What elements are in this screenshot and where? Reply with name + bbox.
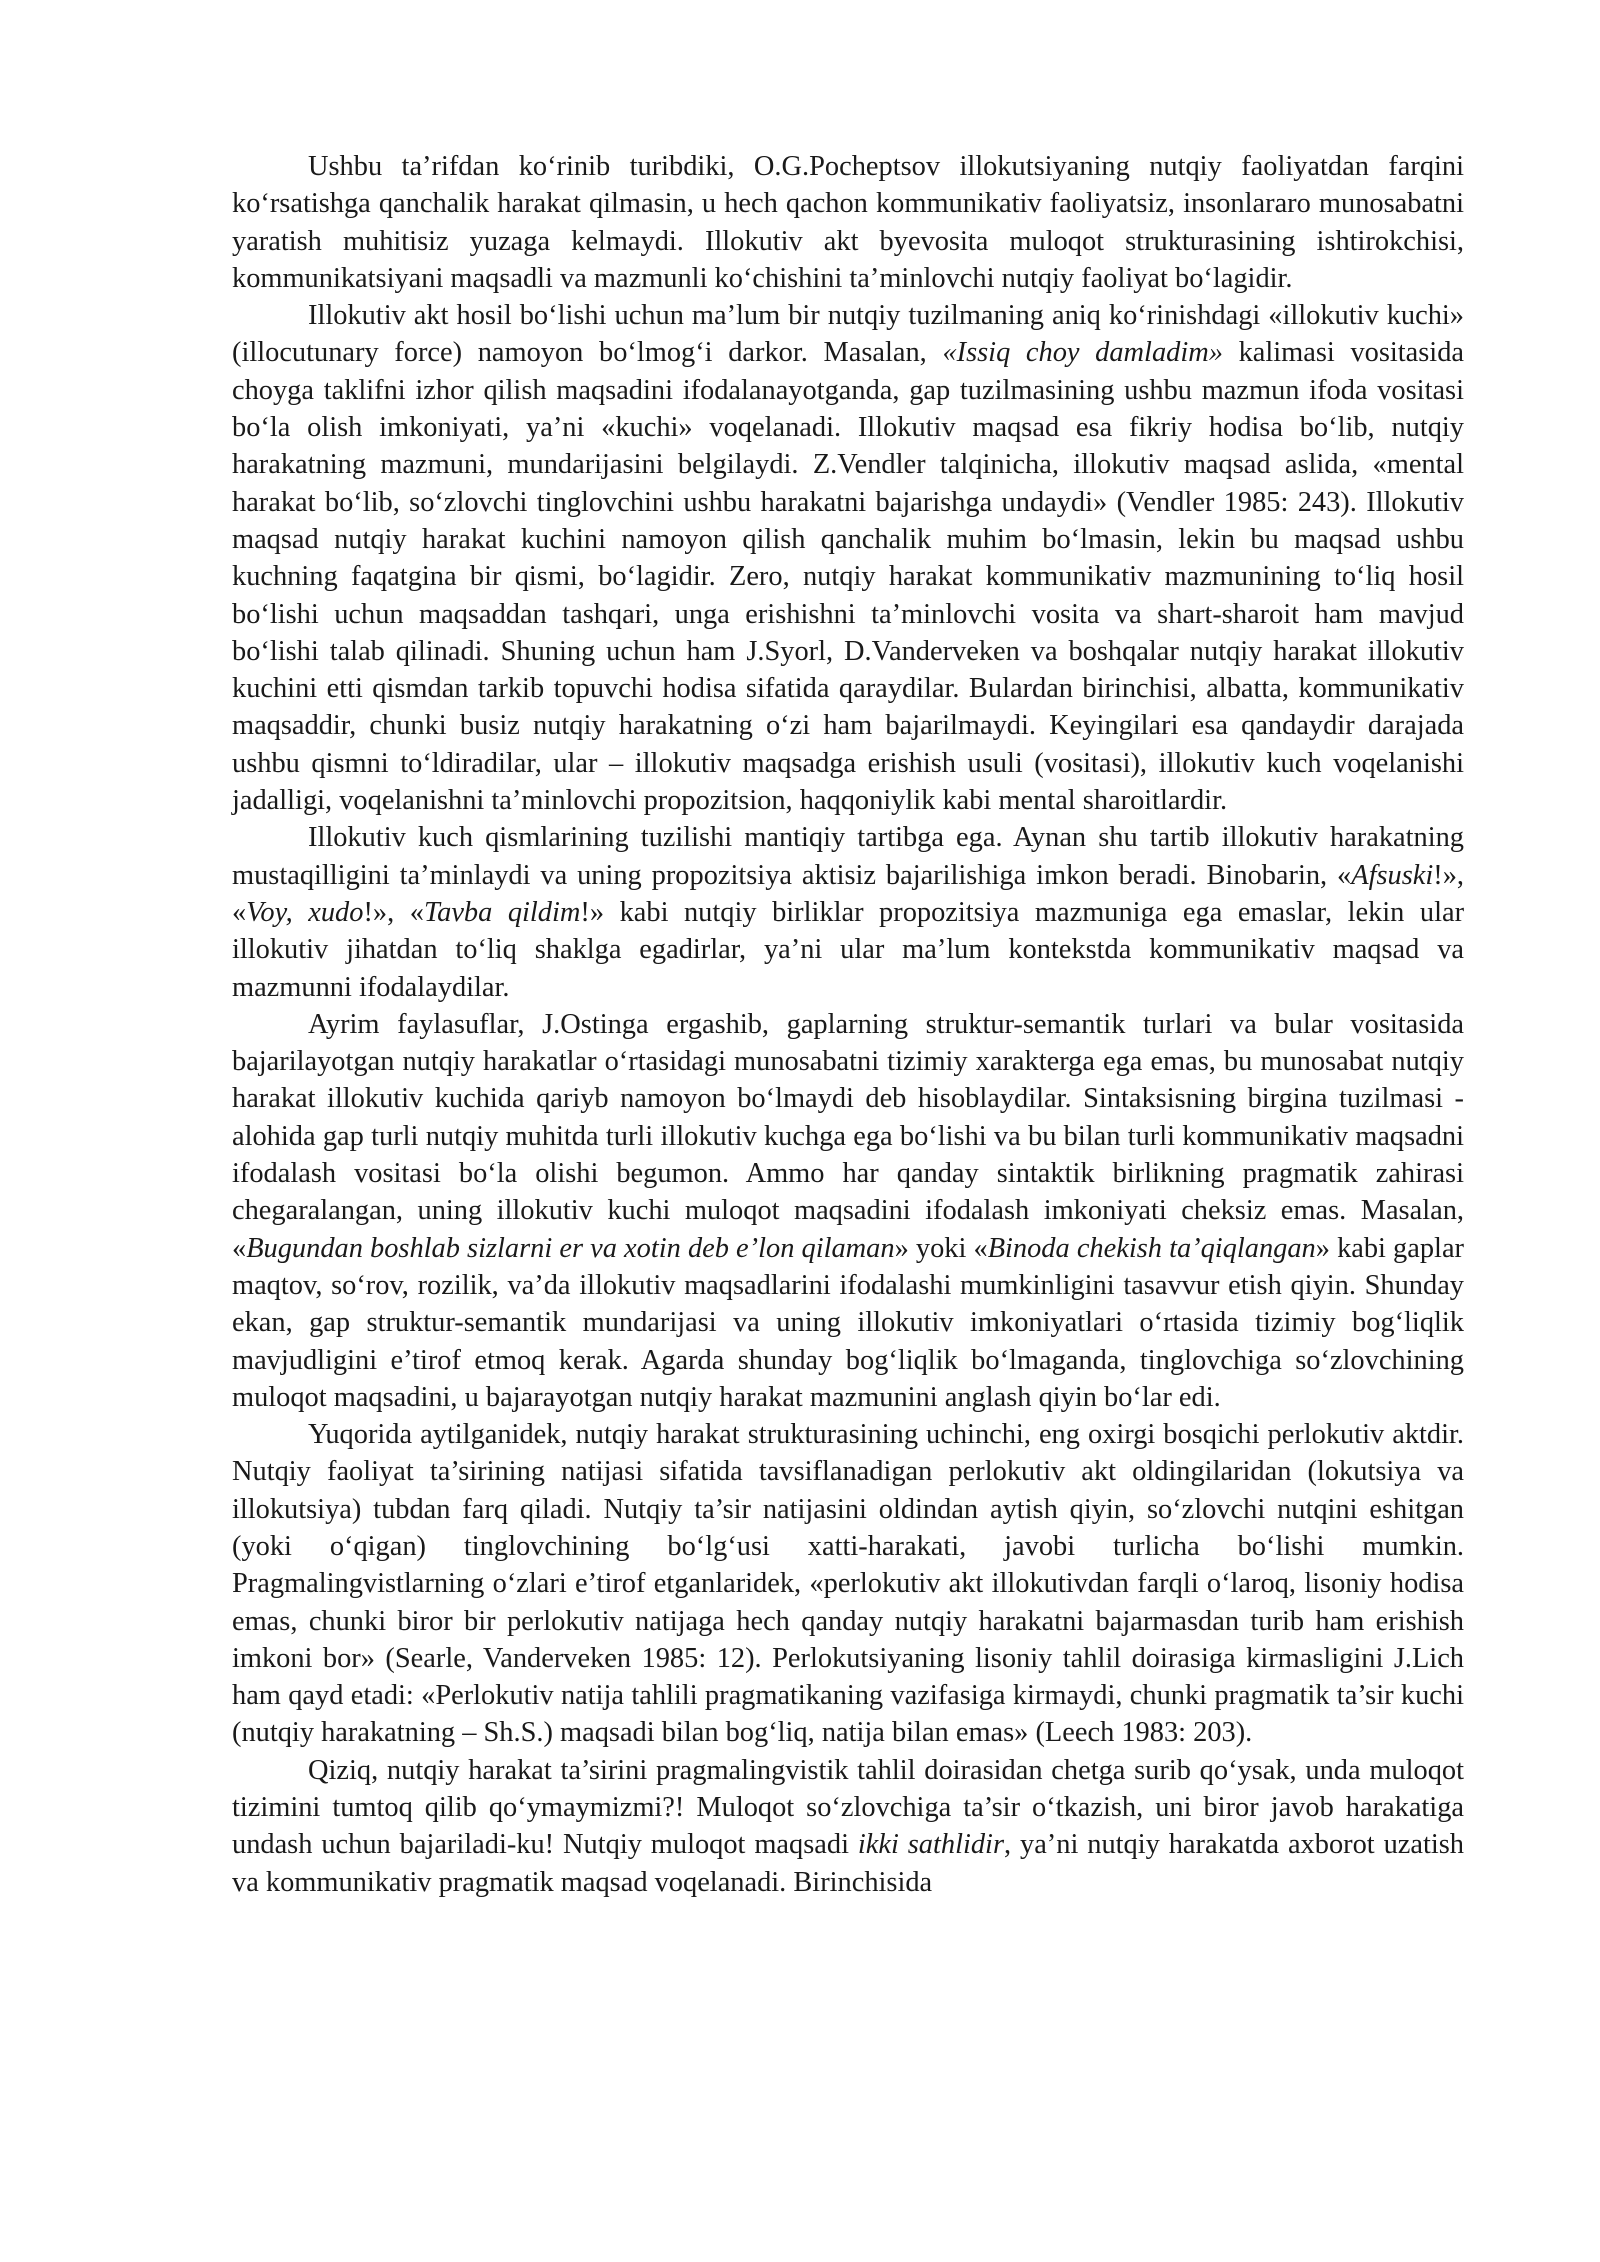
- text-run: Yuqorida aytilganidek, nutqiy harakat strukturasining uchinchi, eng oxirgi bosqichi perlokutiv aktdir. Nutqiy faoliyat ta’sirining natijasi sifatida tavsiflanadigan perlokutiv akt oldingilaridan (lokutsiya va illokutsiya) tubdan farq qiladi. Nutqiy ta’sir natijasini oldindan aytish qiyin, so‘zlovchi nutqini eshitgan (yoki o‘qigan) tinglovchining bo‘lg‘usi xatti-harakati, javobi turlicha bo‘lishi mumkin. Pragmalingvistlarning o‘zlari e’tirof etganlaridek, «perlokutiv akt illokutivdan farqli o‘laroq, lisoniy hodisa emas, chunki biror bir perlokutiv natijaga hech qanday nutqiy harakatni bajarmasdan turib ham erishish imkoni bor» (Searle, Vanderveken 1985: 12). Perlokutsiyaning lisoniy tahlil doirasiga kirmasligini J.Lich ham qayd etadi: «Perlokutiv natija tahlili pragmatikaning vazifasiga kirmaydi, chunki pragmatik ta’sir kuchi (nutqiy harakatning – Sh.S.) maqsadi bilan bog‘liq, natija bilan emas» (Leech 1983: 203).: [232, 1419, 1464, 1749]
- paragraph-6: [232, 1752, 1464, 1901]
- paragraph-5: [232, 1416, 1464, 1752]
- italic-text-run: Afsuski: [1351, 859, 1434, 891]
- paragraph-4: [232, 1006, 1464, 1416]
- text-run: kalimasi vositasida choyga taklifni izhor qilish maqsadini ifodalanayotganda, gap tuzilmasining ushbu mazmun ifoda vositasi bo‘la olish imkoniyati, ya’ni «kuchi» voqelanadi. Illokutiv maqsad esa fikriy hodisa bo‘lib, nutqiy harakatning mazmuni, mundarijasini belgilaydi. Z.Vendler talqinicha, illokutiv maqsad aslida, «mental harakat bo‘lib, so‘zlovchi tinglovchini ushbu harakatni bajarishga undaydi» (Vendler 1985: 243). Illokutiv maqsad nutqiy harakat kuchini namoyon qilish qanchalik muhim bo‘lmasin, lekin bu maqsad ushbu kuchning faqatgina bir qismi, bo‘lagidir. Zero, nutqiy harakat kommunikativ mazmunining to‘liq hosil bo‘lishi uchun maqsaddan tashqari, unga erishishni ta’minlovchi vosita va shart-sharoit ham mavjud bo‘lishi talab qilinadi. Shuning uchun ham J.Syorl, D.Vanderveken va boshqalar nutqiy harakat illokutiv kuchini etti qismdan tarkib topuvchi hodisa sifatida qaraydilar. Bulardan birinchisi, albatta, kommunikativ maqsaddir, chunki busiz nutqiy harakatning o‘zi ham bajarilmaydi. Keyingilari esa qandaydir darajada ushbu qismni to‘ldiradilar, ular – illokutiv maqsadga erishish usuli (vositasi), illokutiv kuch voqelanishi jadalligi, voqelanishni ta’minlovchi propozitsion, haqqoniylik kabi mental sharoitlardir.: [232, 337, 1464, 817]
- text-run: Illokutiv kuch qismlarining tuzilishi mantiqiy tartibga ega. Aynan shu tartib illokutiv harakatning mustaqilligini ta’minlaydi va uning propozitsiya aktisiz bajarilishiga imkon beradi. Binobarin, «: [232, 822, 1464, 891]
- text-run: Ayrim faylasuflar, J.Ostinga ergashib, gaplarning struktur-semantik turlari va bular vositasida bajarilayotgan nutqiy harakatlar o‘rtasidagi munosabatni tizimiy xarakterga ega emas, bu munosabat nutqiy harakat illokutiv kuchida qariyb namoyon bo‘lmaydi deb hisoblaydilar. Sintaksisning birgina tuzilmasi - alohida gap turli nutqiy muhitda turli illokutiv kuchga ega bo‘lishi va bu bilan turli kommunikativ maqsadni ifodalash vositasi bo‘la olishi begumon. Ammo har qanday sintaktik birlikning pragmatik zahirasi chegaralangan, uning illokutiv kuchi muloqot maqsadini ifodalash imkoniyati cheksiz emas. Masalan, «: [232, 1008, 1464, 1264]
- paragraph-3: [232, 819, 1464, 1005]
- italic-text-run: ikki sathlidir: [857, 1829, 1004, 1861]
- italic-text-run: Tavba qildim: [423, 896, 581, 928]
- text-run: » kabi gaplar maqtov, so‘rov, rozilik, va’da illokutiv maqsadlarini ifodalashi mumkinligini tasavvur etish qiyin. Shunday ekan, gap struktur-semantik mundarijasi va uning illokutiv imkoniyatlari o‘rtasida tizimiy bog‘liqlik mavjudligini e’tirof etmoq kerak. Agarda shunday bog‘liqlik bo‘lmaganda, tinglovchiga so‘zlovchining muloqot maqsadini, u bajarayotgan nutqiy harakat mazmunini anglash qiyin bo‘lar edi.: [232, 1232, 1464, 1413]
- text-run: Ushbu ta’rifdan ko‘rinib turibdiki, O.G.Pocheptsov illokutsiyaning nutqiy faoliyatdan farqini ko‘rsatishga qanchalik harakat qilmasin, u hech qachon kommunikativ faoliyatsiz, insonlararo munosabatni yaratish muhitisiz yuzaga kelmaydi. Illokutiv akt byevosita muloqot strukturasining ishtirokchisi, kommunikatsiyani maqsadli va mazmunli ko‘chishini ta’minlovchi nutqiy faoliyat bo‘lagidir.: [232, 151, 1464, 294]
- text-run: !», «: [232, 859, 1464, 928]
- italic-text-run: Binoda chekish ta’qiqlangan: [987, 1232, 1316, 1264]
- text-run: » yoki «: [894, 1232, 988, 1264]
- text-run: Qiziq, nutqiy harakat ta’sirini pragmalingvistik tahlil doirasidan chetga surib qo‘ysak, unda muloqot tizimini tumtoq qilib qo‘ymaymizmi?! Muloqot so‘zlovchiga ta’sir o‘tkazish, uni biror javob harakatiga undash uchun bajariladi-ku! Nutqiy muloqot maqsadi: [232, 1754, 1464, 1861]
- text-run: !», «: [363, 896, 424, 928]
- text-run: , ya’ni nutqiy harakatda axborot uzatish va kommunikativ pragmatik maqsad voqelanadi. Birinchisida: [232, 1829, 1465, 1898]
- italic-text-run: Bugundan boshlab sizlarni er va xotin deb e’lon qilaman: [246, 1232, 895, 1264]
- italic-text-run: Voy, xudo: [246, 896, 364, 928]
- paragraph-1: [232, 148, 1464, 297]
- text-run: Illokutiv akt hosil bo‘lishi uchun ma’lum bir nutqiy tuzilmaning aniq ko‘rinishdagi «illokutiv kuchi» (illocutunary force) namoyon bo‘lmog‘i darkor. Masalan,: [232, 300, 1464, 369]
- document-page: [232, 148, 1464, 1901]
- italic-text-run: «Issiq choy damladim»: [942, 337, 1223, 369]
- text-run: !» kabi nutqiy birliklar propozitsiya mazmuniga ega emaslar, lekin ular illokutiv jihatdan to‘liq shaklga egadirlar, ya’ni ular ma’lum kontekstda kommunikativ maqsad va mazmunni ifodalaydilar.: [232, 896, 1465, 1003]
- paragraph-2: [232, 297, 1464, 819]
